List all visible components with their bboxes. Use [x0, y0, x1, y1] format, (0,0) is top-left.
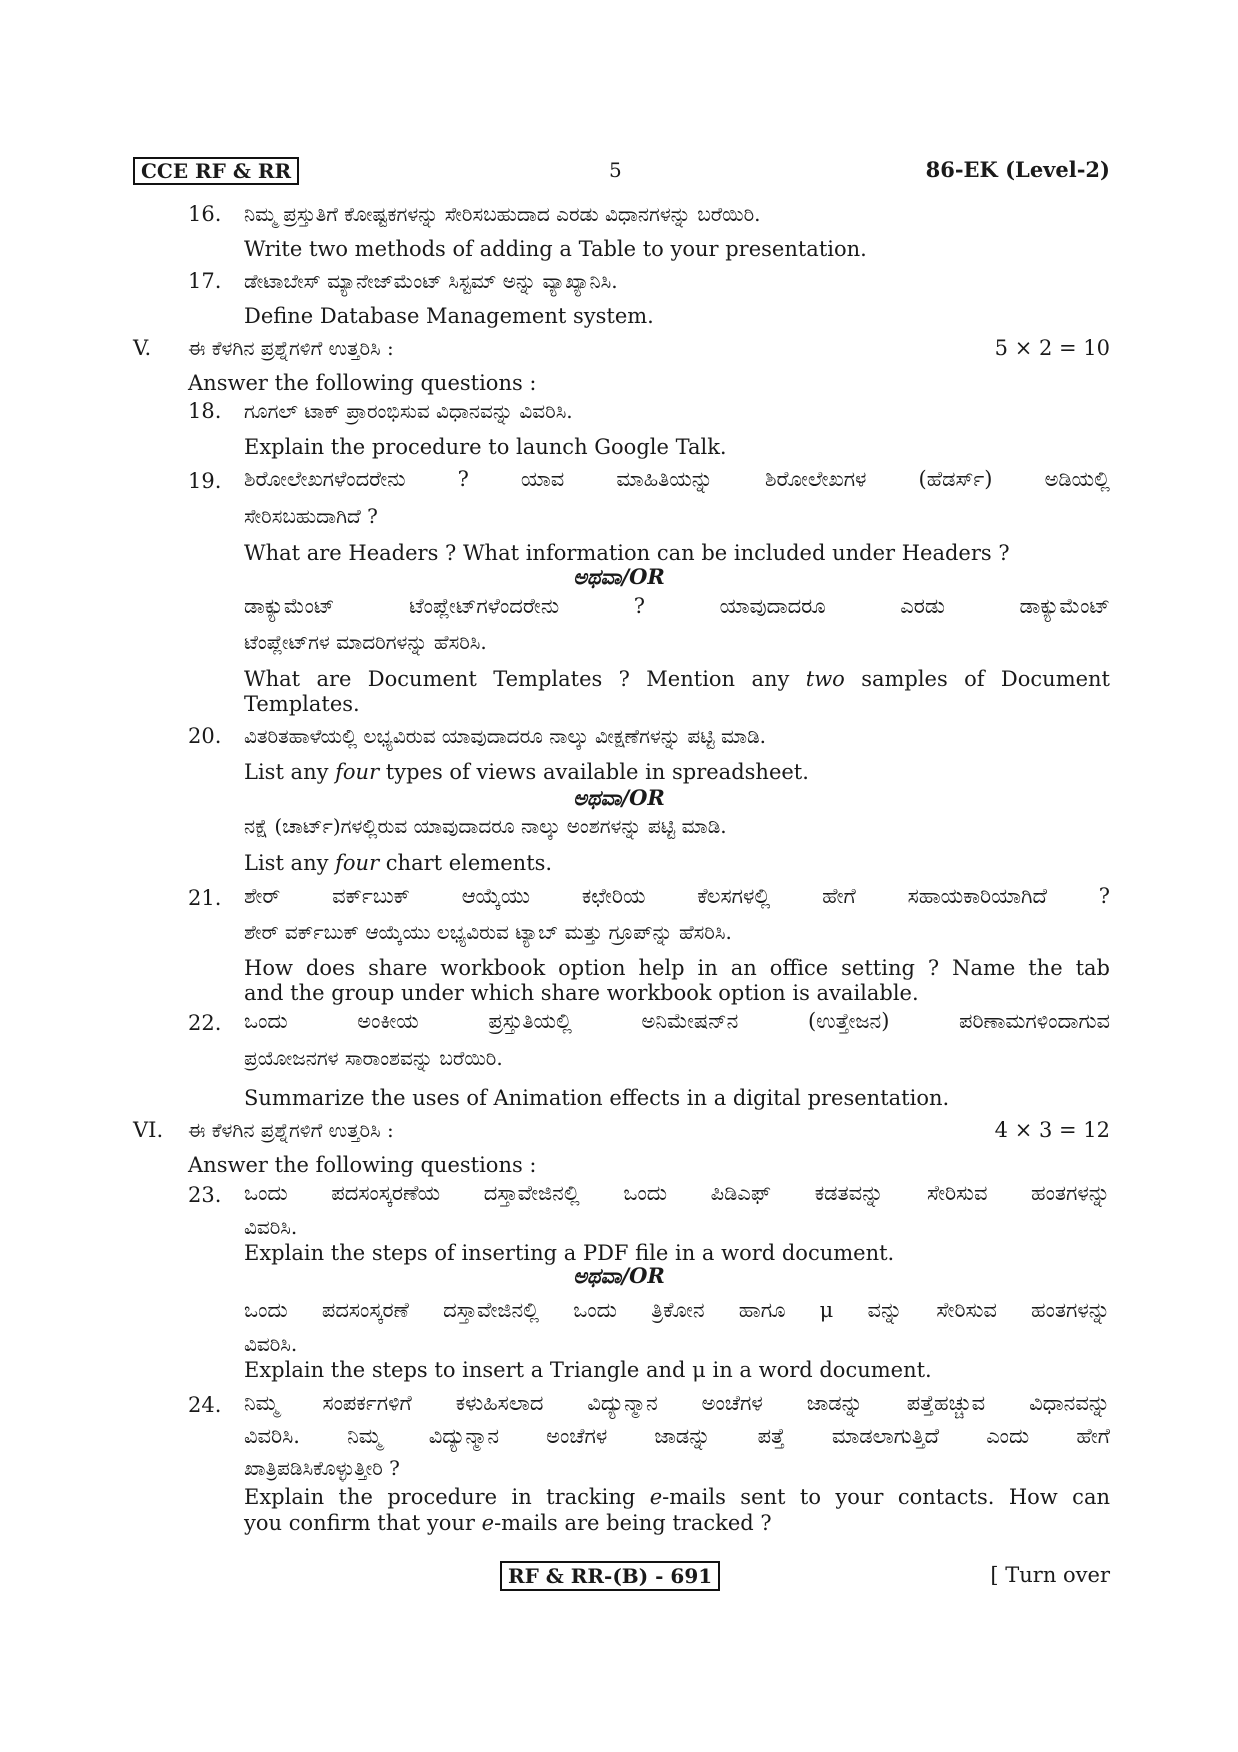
- question-english: [244, 666, 1110, 692]
- section-roman-numeral: V.: [133, 336, 152, 360]
- question-english: Explain the procedure to launch Google Talk.: [244, 435, 727, 459]
- question-kannada: ನಕ್ಷೆ (ಚಾರ್ಟ್)ಗಳಲ್ಲಿರುವ ಯಾವುದಾದರೂ ನಾಲ್ಕು ಅಂಶಗಳನ್ನು ಪಟ್ಟಿ ಮಾಡಿ.: [244, 814, 727, 838]
- question-kannada-cont: ಪ್ರಯೋಜನಗಳ ಸಾರಾಂಶವನ್ನು ಬರೆಯಿರಿ.: [244, 1046, 503, 1070]
- question-kannada: ಒಂದು ಅಂಕೀಯ ಪ್ರಸ್ತುತಿಯಲ್ಲಿ ಅನಿಮೇಷನ್‌ನ (ಉತ್ತೇಜನ) ಪರಿಣಾಮಗಳಿಂದಾಗುವ: [244, 1009, 1110, 1033]
- text-run: List any: [244, 851, 336, 875]
- question-kannada: ನಿಮ್ಮ ಸಂಪರ್ಕಗಳಿಗೆ ಕಳುಹಿಸಲಾದ ವಿದ್ಯುನ್ಮಾನ ಅಂಚೆಗಳ ಜಾಡನ್ನು ಪತ್ತೆಹಚ್ಚುವ ವಿಧಾನವನ್ನು: [244, 1391, 1110, 1415]
- section-marks: 4 × 3 = 12: [994, 1118, 1110, 1142]
- section-instruction-kannada: ಈ ಕೆಳಗಿನ ಪ್ರಶ್ನೆಗಳಿಗೆ ಉತ್ತರಿಸಿ :: [188, 1118, 394, 1142]
- question-kannada: ನಿಮ್ಮ ಪ್ರಸ್ತುತಿಗೆ ಕೋಷ್ಟಕಗಳನ್ನು ಸೇರಿಸಬಹುದಾದ ಎರಡು ವಿಧಾನಗಳನ್ನು ಬರೆಯಿರಿ.: [244, 202, 761, 226]
- question-kannada: ಒಂದು ಪದಸಂಸ್ಕರಣೆ ದಸ್ತಾವೇಜಿನಲ್ಲಿ ಒಂದು ತ್ರಿಕೋನ ಹಾಗೂ μ ವನ್ನು ಸೇರಿಸುವ ಹಂತಗಳನ್ನು: [244, 1298, 1110, 1322]
- text-run: -mails are being tracked ?: [494, 1511, 772, 1535]
- question-kannada: ವಿತರಿತಹಾಳೆಯಲ್ಲಿ ಲಭ್ಯವಿರುವ ಯಾವುದಾದರೂ ನಾಲ್ಕು ವೀಕ್ಷಣೆಗಳನ್ನು ಪಟ್ಟಿ ಮಾಡಿ.: [244, 724, 767, 748]
- question-english: [244, 759, 809, 785]
- question-english-cont: and the group under which share workbook option is available.: [244, 981, 919, 1005]
- or-divider: ಅಥವಾ/OR: [573, 785, 665, 810]
- footer-code-box: RF & RR-(B) - 691: [500, 1561, 720, 1591]
- question-english: What are Headers ? What information can be included under Headers ?: [244, 541, 1010, 565]
- question-kannada-cont: ವಿವರಿಸಿ.: [244, 1215, 298, 1239]
- question-number: 16.: [188, 202, 222, 226]
- text-run: types of views available in spreadsheet.: [379, 760, 809, 784]
- emphasis: two: [805, 667, 845, 691]
- question-kannada-cont: ಟೆಂಪ್ಲೇಟ್‌ಗಳ ಮಾದರಿಗಳನ್ನು ಹೆಸರಿಸಿ.: [244, 630, 487, 654]
- page-header: [133, 157, 1110, 187]
- emphasis: e: [649, 1485, 663, 1509]
- text-run: Explain the procedure in tracking: [244, 1485, 650, 1509]
- turn-over-note: [ Turn over: [990, 1563, 1110, 1587]
- question-kannada: ಗೂಗಲ್ ಟಾಕ್ ಪ್ರಾರಂಭಿಸುವ ವಿಧಾನವನ್ನು ವಿವರಿಸಿ.: [244, 399, 573, 423]
- question-english: [244, 1484, 1110, 1510]
- question-english-cont: Templates.: [244, 692, 360, 716]
- emphasis: four: [335, 851, 380, 875]
- text-run: chart elements.: [379, 851, 553, 875]
- section-instruction-english: Answer the following questions :: [188, 371, 537, 395]
- question-kannada-cont: ವಿವರಿಸಿ.: [244, 1332, 298, 1356]
- section-instruction-kannada: ಈ ಕೆಳಗಿನ ಪ್ರಶ್ನೆಗಳಿಗೆ ಉತ್ತರಿಸಿ :: [188, 336, 394, 360]
- emphasis: four: [335, 760, 380, 784]
- question-kannada: ಶಿರೋಲೇಖಗಳೆಂದರೇನು ? ಯಾವ ಮಾಹಿತಿಯನ್ನು ಶಿರೋಲೇಖಗಳ (ಹೆಡರ್ಸ್) ಅಡಿಯಲ್ಲಿ: [244, 467, 1110, 491]
- question-number: 21.: [188, 886, 222, 910]
- question-kannada: ಶೇರ್ ವರ್ಕ್‌ಬುಕ್ ಆಯ್ಕೆಯು ಕಛೇರಿಯ ಕೆಲಸಗಳಲ್ಲಿ ಹೇಗೆ ಸಹಾಯಕಾರಿಯಾಗಿದೆ ?: [244, 884, 1110, 908]
- question-number: 19.: [188, 469, 222, 493]
- question-english-cont: [244, 1510, 772, 1536]
- question-kannada: ಒಂದು ಪದಸಂಸ್ಕರಣೆಯ ದಸ್ತಾವೇಜಿನಲ್ಲಿ ಒಂದು ಪಿಡಿಎಫ್ ಕಡತವನ್ನು ಸೇರಿಸುವ ಹಂತಗಳನ್ನು: [244, 1181, 1110, 1205]
- section-marks: 5 × 2 = 10: [994, 336, 1110, 360]
- question-number: 20.: [188, 724, 222, 748]
- question-english: Explain the steps of inserting a PDF file in a word document.: [244, 1241, 895, 1265]
- question-number: 18.: [188, 399, 222, 423]
- question-kannada: ಡೇಟಾಬೇಸ್ ಮ್ಯಾನೇಜ್‌ಮೆಂಟ್ ಸಿಸ್ಟಮ್ ಅನ್ನು ವ್ಯಾಖ್ಯಾನಿಸಿ.: [244, 269, 618, 293]
- emphasis: e: [481, 1511, 495, 1535]
- question-english: Explain the steps to insert a Triangle and μ in a word document.: [244, 1358, 932, 1382]
- question-number: 22.: [188, 1011, 222, 1035]
- text-run: samples of Document: [844, 667, 1110, 691]
- or-divider: ಅಥವಾ/OR: [573, 564, 665, 589]
- or-divider: ಅಥವಾ/OR: [573, 1263, 665, 1288]
- question-english: How does share workbook option help in an office setting ? Name the tab: [244, 956, 1110, 980]
- text-run: List any: [244, 760, 336, 784]
- text-run: What are Document Templates ? Mention any: [244, 667, 806, 691]
- question-number: 24.: [188, 1393, 222, 1417]
- question-kannada-cont: ಖಾತ್ರಿಪಡಿಸಿಕೊಳ್ಳುತ್ತೀರಿ ?: [244, 1456, 400, 1480]
- question-kannada-cont: ವಿವರಿಸಿ. ನಿಮ್ಮ ವಿದ್ಯುನ್ಮಾನ ಅಂಚೆಗಳ ಜಾಡನ್ನು ಪತ್ತೆ ಮಾಡಲಾಗುತ್ತಿದೆ ಎಂದು ಹೇಗೆ: [244, 1424, 1110, 1448]
- question-number: 23.: [188, 1183, 222, 1207]
- question-english: [244, 850, 552, 876]
- question-number: 17.: [188, 269, 222, 293]
- question-kannada: ಡಾಕ್ಯುಮೆಂಟ್ ಟೆಂಪ್ಲೇಟ್‌ಗಳೆಂದರೇನು ? ಯಾವುದಾದರೂ ಎರಡು ಡಾಕ್ಯುಮೆಂಟ್: [244, 594, 1110, 618]
- text-run: you confirm that your: [244, 1511, 482, 1535]
- exam-label-box: CCE RF & RR: [133, 157, 299, 185]
- section-instruction-english: Answer the following questions :: [188, 1153, 537, 1177]
- text-run: -mails sent to your contacts. How can: [662, 1485, 1110, 1509]
- section-roman-numeral: VI.: [133, 1118, 164, 1142]
- paper-code: 86-EK (Level-2): [925, 157, 1110, 182]
- question-kannada-cont: ಶೇರ್ ವರ್ಕ್‌ಬುಕ್ ಆಯ್ಕೆಯು ಲಭ್ಯವಿರುವ ಟ್ಯಾಬ್ ಮತ್ತು ಗ್ರೂಪ್‌ನ್ನು ಹೆಸರಿಸಿ.: [244, 920, 732, 944]
- question-english: Define Database Management system.: [244, 304, 654, 328]
- question-kannada-cont: ಸೇರಿಸಬಹುದಾಗಿದೆ ?: [244, 504, 378, 528]
- page-number: 5: [609, 158, 622, 182]
- question-english: Summarize the uses of Animation effects in a digital presentation.: [244, 1086, 950, 1110]
- question-english: Write two methods of adding a Table to your presentation.: [244, 237, 867, 261]
